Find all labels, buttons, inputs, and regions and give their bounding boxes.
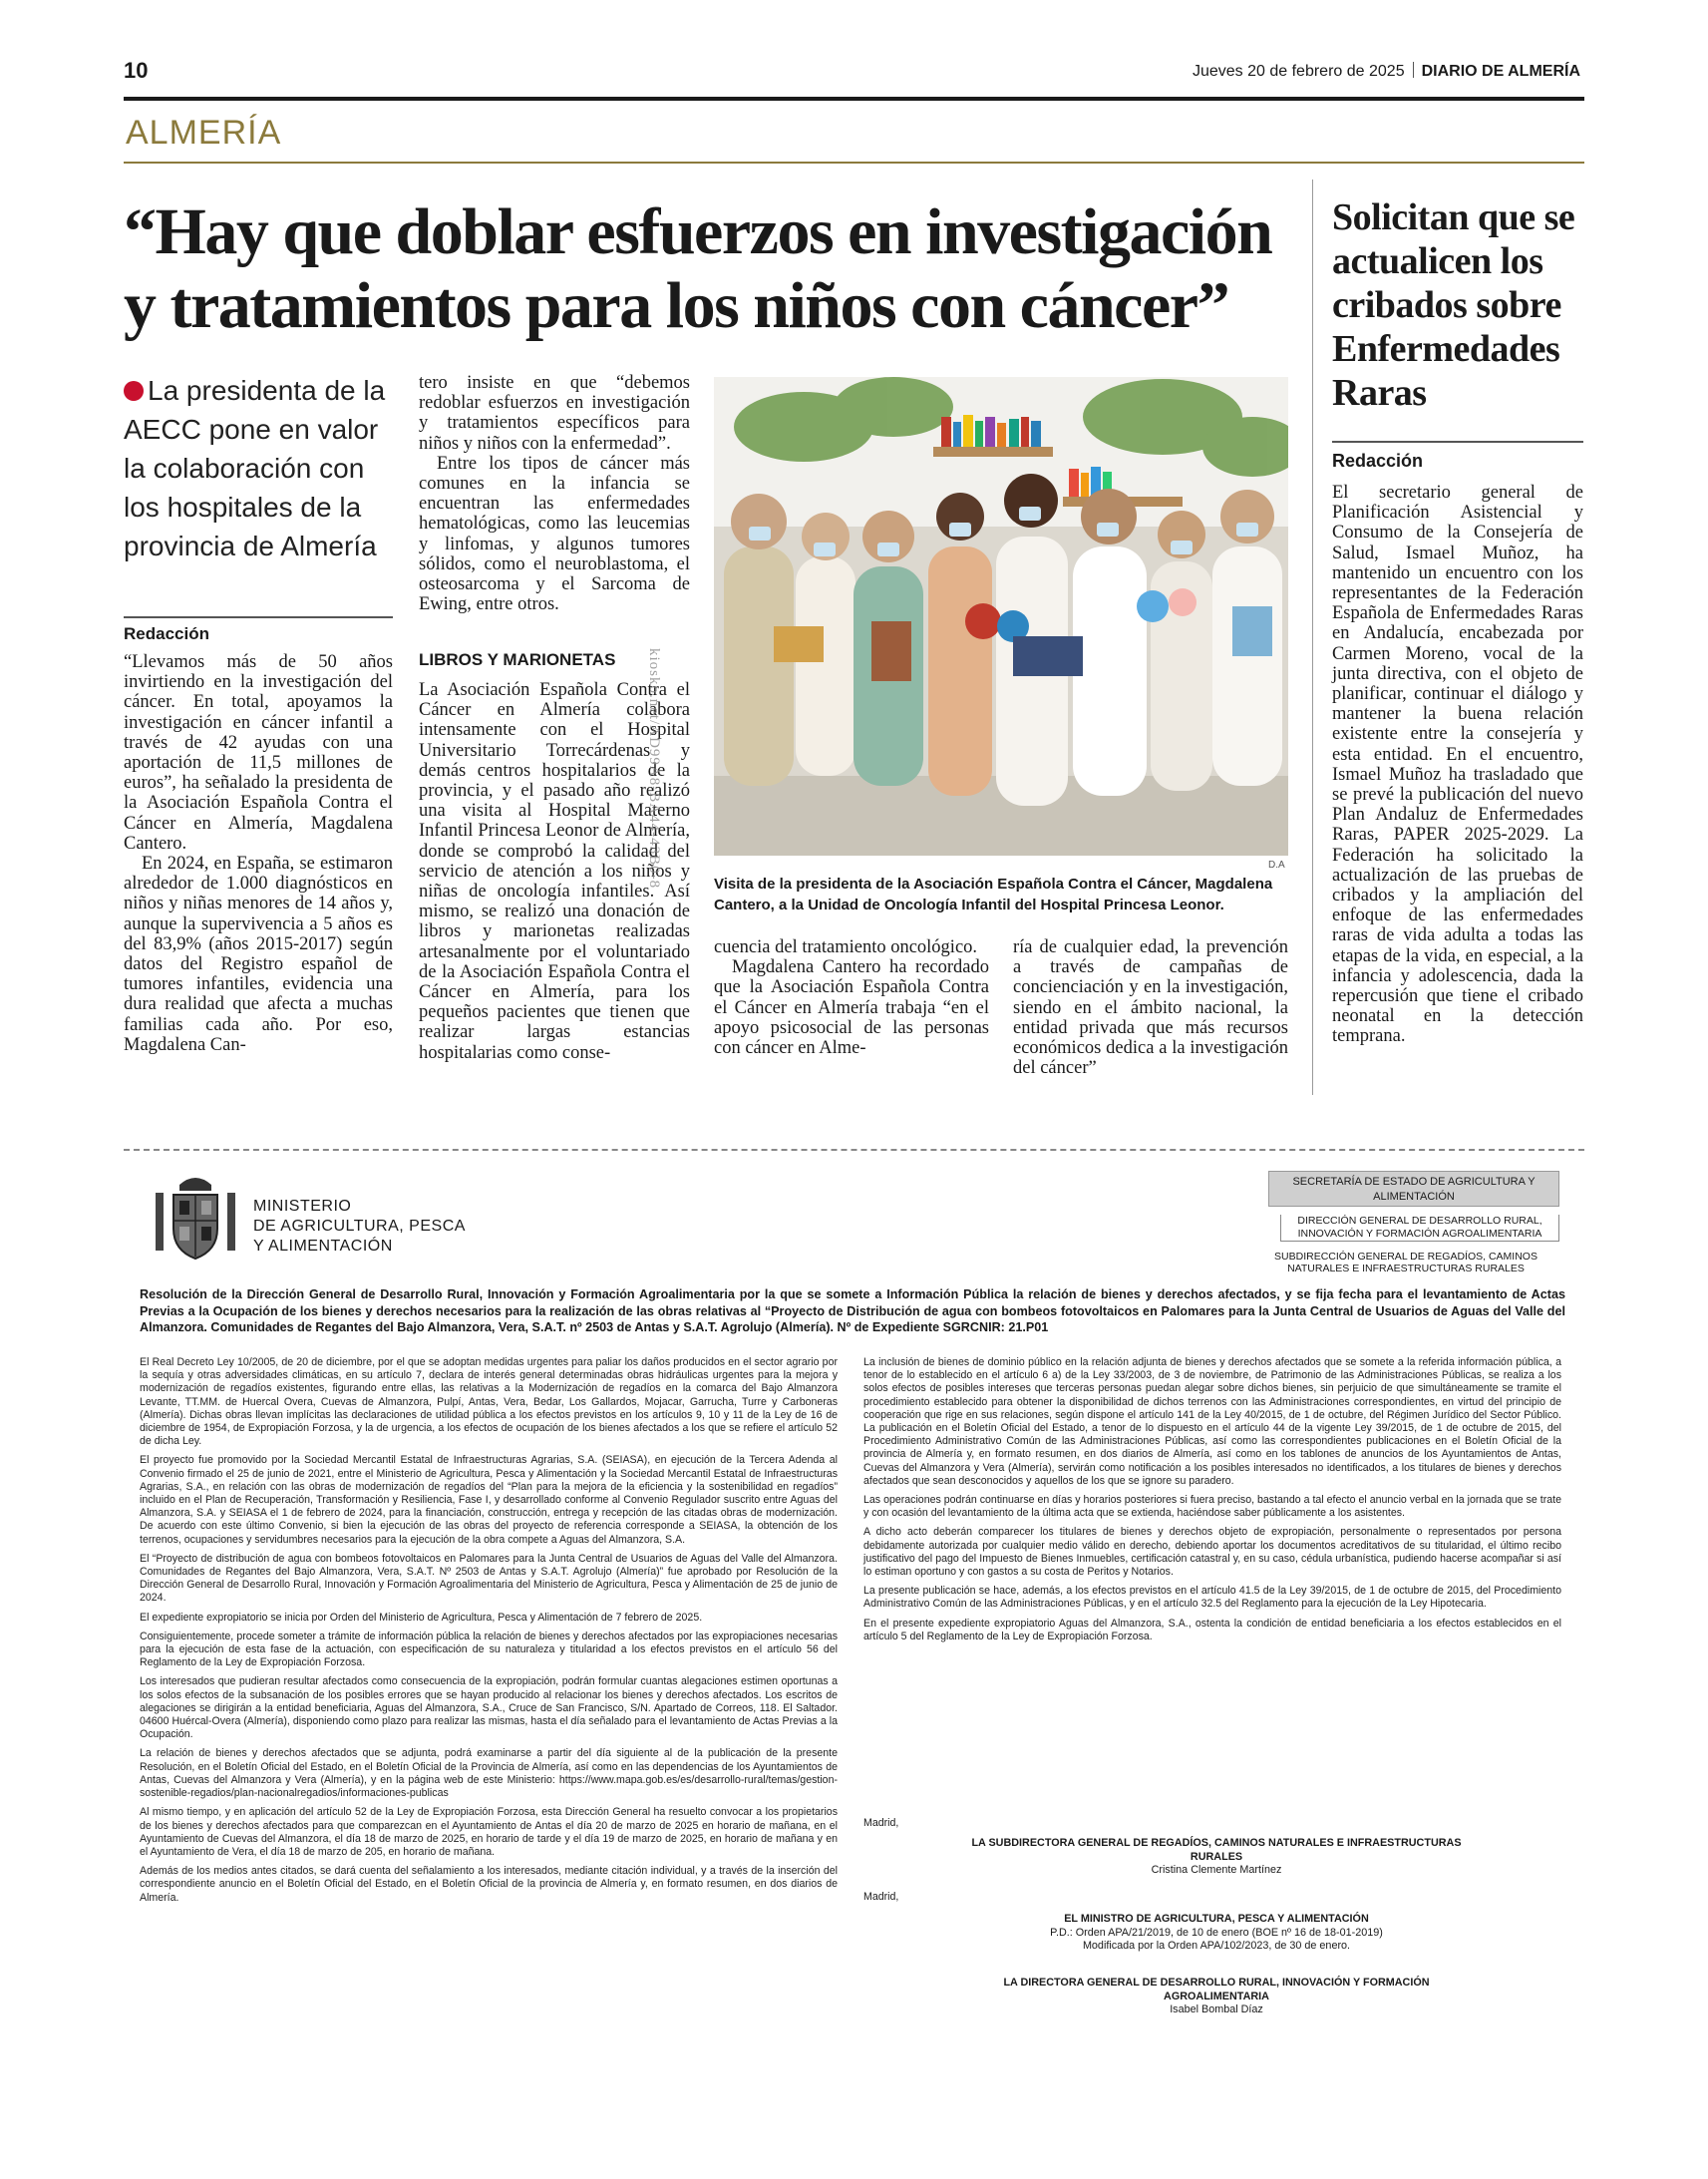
ministry-name xyxy=(253,1197,466,1257)
deck-rule xyxy=(124,616,393,618)
signatory-name: Cristina Clemente Martínez xyxy=(1151,1864,1282,1876)
ad-column-left xyxy=(140,1356,838,1911)
newspaper-name: DIARIO DE ALMERÍA xyxy=(1421,63,1580,80)
paragraph: cuencia del tratamiento oncológico. xyxy=(714,937,978,957)
ad-paragraph: El proyecto fue promovido por la Sociedad Mercantil Estatal de Infraestructuras Agrarias, S.A. (SEIASA), en ejecución de la Tercera Adenda al Convenio firmado el 25 de junio de 2021, entre el Ministerio de Agricultura, Pesca y Alimentación y la Sociedad Mercantil Estatal de Infraestructuras Agrarias, S.A., en relación con las obras de modernización de regadíos del “Plan para la mejora de la eficiencia y la sostenibilidad en regadíos” incluido en el Plan de Recuperación, Transformación y Resiliencia, Fase I, y desarrollado conforme al Convenio Regulador suscrito entre Aguas del Almanzora, S.A. y SEIASA el 1 de febrero de 2024, para la financiación, construcción, entrega y recepción de las citadas obras de modernización. De acuerdo con este último Convenio, si bien la ejecución de las obras del proyecto de referencia corresponde a SEIASA, la obtención de los terrenos, ocupaciones y servidumbres necesarios para la ejecución de la obra compete a Aguas del Almanzora, S.A. xyxy=(140,1454,838,1546)
place-date-line: Madrid, xyxy=(863,1891,899,1903)
ministry-line: MINISTERIO xyxy=(253,1198,352,1215)
sidebar-byline: Redacción xyxy=(1332,451,1424,471)
article-deck xyxy=(124,371,393,565)
header-rule xyxy=(124,97,1584,101)
ad-paragraph: A dicho acto deberán comparecer los titulares de bienes y derechos objeto de expropiación, personalmente o representados por persona debidamente autorizada por cualquier medio válido en derecho, debiendo aportar los documentos acreditativos de su titularidad, el último recibo justificativo del pago del Impuesto de Bienes Inmuebles, certificación catastral y, en su caso, cédula urbanística, pudiendo hacerse acompañar si así lo estiman oportuno y con gastos a su costa de Peritos y Notarios. xyxy=(863,1526,1561,1579)
delegation-line: Modificada por la Orden APA/102/2023, de 30 de enero. xyxy=(1082,1940,1351,1952)
signature-block xyxy=(957,1913,1476,1954)
article-column-2 xyxy=(419,373,690,614)
article-column-1 xyxy=(124,652,393,1055)
ad-paragraph: Al mismo tiempo, y en aplicación del artículo 52 de la Ley de Expropiación Forzosa, esta Dirección General ha resuelto convocar a los propietarios de los bienes y derechos afectados para que comparezcan en el Ayuntamiento de Antas el día 20 de marzo de 2025 en horario de mañana, en el Ayuntamiento de Cuevas del Almanzora, el día 18 de marzo de 2025, en horario de tarde y el día 19 de marzo de 2025, en horario de mañana y en el Ayuntamiento de Vera, el día 18 de marzo de 205, en horario de mañana. xyxy=(140,1806,838,1858)
directorate-label: DIRECCIÓN GENERAL DE DESARROLLO RURAL, INNOVACIÓN Y FORMACIÓN AGROALIMENTARIA xyxy=(1280,1215,1559,1242)
ad-paragraph: El expediente expropiatorio se inicia por Orden del Ministerio de Agricultura, Pesca y Alimentación de 7 febrero de 2025. xyxy=(140,1611,703,1624)
section-label: ALMERÍA xyxy=(126,114,282,152)
signatory-title: LA SUBDIRECTORA GENERAL DE REGADÍOS, CAMINOS NATURALES E INFRAESTRUCTURAS RURALES xyxy=(971,1837,1462,1863)
photo-illustration xyxy=(714,377,1288,856)
deck-text: La presidenta de la AECC pone en valor la colaboración con los hospitales de la provincia de Almería xyxy=(124,375,386,561)
paragraph: Magdalena Cantero ha recordado que la Asociación Española Contra el Cáncer en Almería trabaja “en el apoyo psicosocial de las personas con cáncer en Alme- xyxy=(714,957,989,1059)
ad-paragraph: La presente publicación se hace, además, a los efectos previstos en el artículo 41.5 de la Ley 39/2015, de 1 de octubre de 2015, del Procedimiento Administrativo Común de las Administraciones Públicas, y en el artículo 32.5 del Reglamento para la ejecución de la Ley Hipotecaria. xyxy=(863,1585,1561,1611)
photo-caption: Visita de la presidenta de la Asociación Española Contra el Cáncer, Magdalena Cantero, a la Unidad de Oncología Infantil del Hospital Princesa Leonor. xyxy=(714,876,1273,913)
header-divider xyxy=(1413,62,1414,78)
ad-paragraph: Las operaciones podrán continuarse en días y horarios posteriores si fuera preciso, bastando a tal efecto el anuncio verbal en la jornada que se trate y con ocasión del levantamiento de la última acta que se extienda, haciéndose saber públicamente a los asistentes. xyxy=(863,1494,1561,1520)
article-column-4 xyxy=(1013,937,1288,1078)
section-rule xyxy=(124,162,1584,164)
secretariat-box: SECRETARÍA DE ESTADO DE AGRICULTURA Y ALIMENTACIÓN xyxy=(1268,1171,1559,1207)
signatory-name: Isabel Bombal Díaz xyxy=(1170,2003,1263,2015)
ad-paragraph: En el presente expediente expropiatorio Aguas del Almanzora, S.A., ostenta la condición de entidad beneficiaria a los efectos establecidos en el artículo 5 del Reglamento de la Ley de Expropiación Forzosa. xyxy=(863,1617,1561,1642)
ministry-line: DE AGRICULTURA, PESCA xyxy=(253,1218,466,1235)
ad-paragraph: Además de los medios antes citados, se dará cuenta del señalamiento a los interesados, mediante citación individual, y a través de la inserción del correspondiente anuncio en el Boletín Oficial del Estado, en el Boletín Oficial de la provincia de Almería y, en formato resumen, en dos diarios de Almería. xyxy=(140,1865,838,1904)
article-column-3 xyxy=(714,937,989,1058)
signatory-title: EL MINISTRO DE AGRICULTURA, PESCA Y ALIMENTACIÓN xyxy=(1064,1913,1369,1925)
column-divider xyxy=(1312,180,1313,1095)
bullet-dot-icon xyxy=(124,381,144,401)
article-photo xyxy=(714,377,1288,856)
ad-divider xyxy=(124,1149,1584,1151)
byline: Redacción xyxy=(124,624,209,643)
ad-column-right xyxy=(863,1356,1561,1649)
ad-paragraph: La inclusión de bienes de dominio público en la relación adjunta de bienes y derechos afectados que se somete a la referida información pública, a tenor de lo establecido en el artículo 6 a) de la Ley 33/2003, de 3 de noviembre, de Patrimonio de las Administraciones Públicas, se realiza a los solos efectos de posibles intereses que terceras personas puedan alegar sobre dichos bienes, sin perjuicio de que simultáneamente se tramite el procedimiento establecido para obtener la disponibilidad de dichos terrenos con las Administraciones correspondientes, en virtud del principio de cooperación que rige en sus relaciones, según dispone el artículo 141 de la Ley 40/2015, de 1 de octubre, del Régimen Jurídico del Sector Público. La publicación en el Boletín Oficial del Estado, a tenor de lo dispuesto en el artículo 44 de la vigente Ley 39/2015, de 1 de octubre de 2015, del Procedimiento Administrativo Común de las Administraciones Públicas, así como las correspondientes publicaciones en el Boletín Oficial de la provincia de Almería y, en formato resumen, en dos diarios de Almería, así como en los tablones de anuncios de los Ayuntamientos de Antas, Cuevas del Almanzora y Vera (Almería), servirán como notificación a los posibles interesados no identificados, a los titulares de bienes y derechos afectados que sean desconocidos y aquellos de los que se ignore su paradero. xyxy=(863,1356,1561,1487)
ad-title: Resolución de la Dirección General de Desarrollo Rural, Innovación y Formación Agroalimentaria por la que se somete a Información Pública la relación de bienes y derechos afectados, y se fija fecha para el levantamiento de Actas Previas a la Ocupación de los bienes y derechos necesarios para la realización de las obras relativas al “Proyecto de Distribución de agua con bombeos fotovoltaicos en Palomares para la Junta Central de Usuarios de Aguas del Valle del Almanzora. Comunidades de Regantes del Bajo Almanzora, Vera, S.A.T. nº 2503 de Antas y S.A.T. Agrolujo (Almería). Nº de Expediente SGRCNIR: 21.P01 xyxy=(140,1287,1565,1334)
ad-paragraph: El “Proyecto de distribución de agua con bombeos fotovoltaicos en Palomares para la Junta Central de Usuarios de Aguas del Valle del Almanzora. Comunidades de Regantes del Bajo Almanzora, Vera, S.A.T. Nº 2503 de Antas y S.A.T. Agrolujo (Almería)” fue aprobado por Resolución de la Dirección General de Desarrollo Rural, Innovación y Formación Agroalimentaria del Ministerio de Agricultura, Pesca y Alimentación de 25 de junio de 2024. xyxy=(140,1552,838,1605)
subdirectorate-label: SUBDIRECCIÓN GENERAL DE REGADÍOS, CAMINOS NATURALES E INFRAESTRUCTURAS RURALES xyxy=(1274,1251,1537,1274)
issue-date: Jueves 20 de febrero de 2025 xyxy=(1192,63,1405,80)
ministry-line: Y ALIMENTACIÓN xyxy=(253,1238,393,1255)
paragraph: Entre los tipos de cáncer más comunes en la infancia se encuentran las enfermedades hematológicas, como las leucemias y linfomas, y algunos tumores sólidos, como el neuroblastoma, el osteosarcoma y el Sarcoma de Ewing, entre otros. xyxy=(419,453,690,615)
watermark: kiosko.net/AD99A8-BA44-43B0-8 xyxy=(646,648,662,890)
sidebar-body xyxy=(1332,483,1583,1047)
signatory-title: LA DIRECTORA GENERAL DE DESARROLLO RURAL, INNOVACIÓN Y FORMACIÓN AGROALIMENTARIA xyxy=(1003,1977,1430,2002)
signature-block xyxy=(957,1837,1476,1878)
paragraph: ría de cualquier edad, la prevención a través de campañas de concienciación y en la investigación, siendo en el ámbito nacional, la entidad privada que más recursos económicos dedica a la investigación del cáncer” xyxy=(1013,937,1288,1079)
paragraph: En 2024, en España, se estimaron alrededor de 1.000 diagnósticos en niños y niñas menores de 14 años y, aunque la supervivencia a 5 años es del 83,9% (años 2015-2017) según datos del Registro español de tumores infantiles, evidencia una dura realidad que afecta a muchas familias cada año. Por eso, Magdalena Can- xyxy=(124,854,393,1055)
delegation-line: P.D.: Orden APA/21/2019, de 10 de enero (BOE nº 16 de 18-01-2019) xyxy=(1050,1926,1383,1939)
page-number: 10 xyxy=(124,58,149,83)
paragraph: “Llevamos más de 50 años invirtiendo en la investigación del cáncer. En total, apoyamos la investigación en cáncer infantil a través de 42 ayudas con una aportación de 11,5 millones de euros”, ha señalado la presidenta de la Asociación Española Contra el Cáncer en Almería, Magdalena Cantero. xyxy=(124,652,393,854)
page-header-right xyxy=(1193,62,1580,81)
ad-paragraph: El Real Decreto Ley 10/2005, de 20 de diciembre, por el que se adoptan medidas urgentes para paliar los daños producidos en el sector agrario por la sequía y otras adversidades climáticas, en su artículo 7, declara de interés general determinadas obras hidráulicas urgentes para la mejora y modernización de regadíos existentes, figurando entre ellas, las relativas a la Modernización de regadíos en la comarca del Bajo Almanzora Levante, TT.MM. de Huercal Overa, Cuevas de Almanzora, Pulpí, Antas, Vera, Bedar, Los Gallardos, Mojacar, Garrucha, Turre y Carboneras (Almería). Dichas obras llevan implícitas las declaraciones de utilidad pública a los efectos previstos en los artículos 9, 10 y 11 de la Ley de 16 de diciembre de 1954, de Expropiación Forzosa, y la de urgencia, a los efectos de ocupación de los bienes afectados a los que se refiere el artículo 52 de dicha Ley. xyxy=(140,1356,838,1448)
ad-paragraph: Consiguientemente, procede someter a trámite de información pública la relación de bienes y derechos afectados por las expropiaciones necesarias para la ejecución de esta fase de la actuación, con especificación de su naturaleza y titularidad a los efectos previstos en el artículo 56 del Reglamento de la Ley de Expropiación Forzosa. xyxy=(140,1630,838,1669)
place-date-line: Madrid, xyxy=(863,1817,899,1829)
ad-paragraph: Los interesados que pudieran resultar afectados como consecuencia de la expropiación, podrán formular cuantas alegaciones estimen oportunas a los solos efectos de la subsanación de los posibles errores que se hayan producido al relacionar los bienes y derechos afectados. Los escritos de alegaciones se dirigirán a la entidad beneficiaria, Aguas del Almanzora, S.A., Cruce de San Francisco, S/N. Apartado de Correos, 118. El Saltador. 04600 Huércal-Overa (Almería), disponiendo como plazo para realizar las mismas, hasta el día señalado para el levantamiento de Actas Previas a la Ocupación. xyxy=(140,1675,838,1741)
photo-credit: D.A xyxy=(1268,860,1285,871)
sidebar-rule xyxy=(1332,441,1583,443)
coat-of-arms-icon xyxy=(152,1171,239,1265)
ad-paragraph: La relación de bienes y derechos afectados que se adjunta, podrá examinarse a partir del día siguiente al de la publicación de la presente Resolución, en el Boletín Oficial del Estado, en el Boletín Oficial de la Provincia de Almería, así como en las dependencias de los Ayuntamientos de Antas, Cuevas del Almanzora y Vera (Almería), y en la página web de este Ministerio: https://www.mapa.gob.es/es/desarrollo-rural/temas/gestion-sostenible-regadios/plan-nacionalregadios/informaciones-publicas xyxy=(140,1747,838,1800)
paragraph: tero insiste en que “debemos redoblar esfuerzos en investigación y tratamientos específicos para niños y niños con la enfermedad”. xyxy=(419,373,690,454)
subheading: LIBROS Y MARIONETAS xyxy=(419,650,616,669)
sidebar-headline: Solicitan que se actualicen los cribados sobre Enfermedades Raras xyxy=(1332,196,1575,414)
signature-block xyxy=(957,1977,1476,2017)
paragraph: La Asociación Española Contra el Cáncer en Almería colabora intensamente con el Hospital Universitario Torrecárdenas y demás centros hospitalarios de la provincia, y el pasado año realizó una visita al Hospital Materno Infantil Princesa Leonor de Almería, donde se comprobó la calidad del servicio de atención a los niños y niñas de oncología infantiles. Así mismo, se realizó una donación de libros y marionetas realizadas artesanalmente por el voluntariado de la Asociación Española Contra el Cáncer en Almería, para los pequeños pacientes que tienen que realizar largas estancias hospitalarias como conse- xyxy=(419,680,690,1063)
paragraph: El secretario general de Planificación Asistencial y Consumo de la Consejería de Salud, Ismael Muñoz, ha mantenido un encuentro con los representantes de la Federación Española de Enfermedades Raras en Andalucía, encabezada por Carmen Moreno, vocal de la junta directiva, con el objeto de planificar, continuar el diálogo y mantener la buena relación existente entre la consejería y esta entidad. En el encuentro, Ismael Muñoz ha trasladado que se prevé la publicación del nuevo Plan Andaluz de Enfermedades Raras, PAPER 2025-2029. La Federación ha solicitado la actualización de las pruebas de cribados y la ampliación del enfoque de las enfermedades raras de vida adulta a todas las etapas de la vida, en especial, a la infancia y adolescencia, dada la repercusión que tiene el cribado neonatal en la detección temprana. xyxy=(1332,483,1583,1047)
article-headline: “Hay que doblar esfuerzos en investigación y tratamientos para los niños con cáncer” xyxy=(124,195,1272,342)
